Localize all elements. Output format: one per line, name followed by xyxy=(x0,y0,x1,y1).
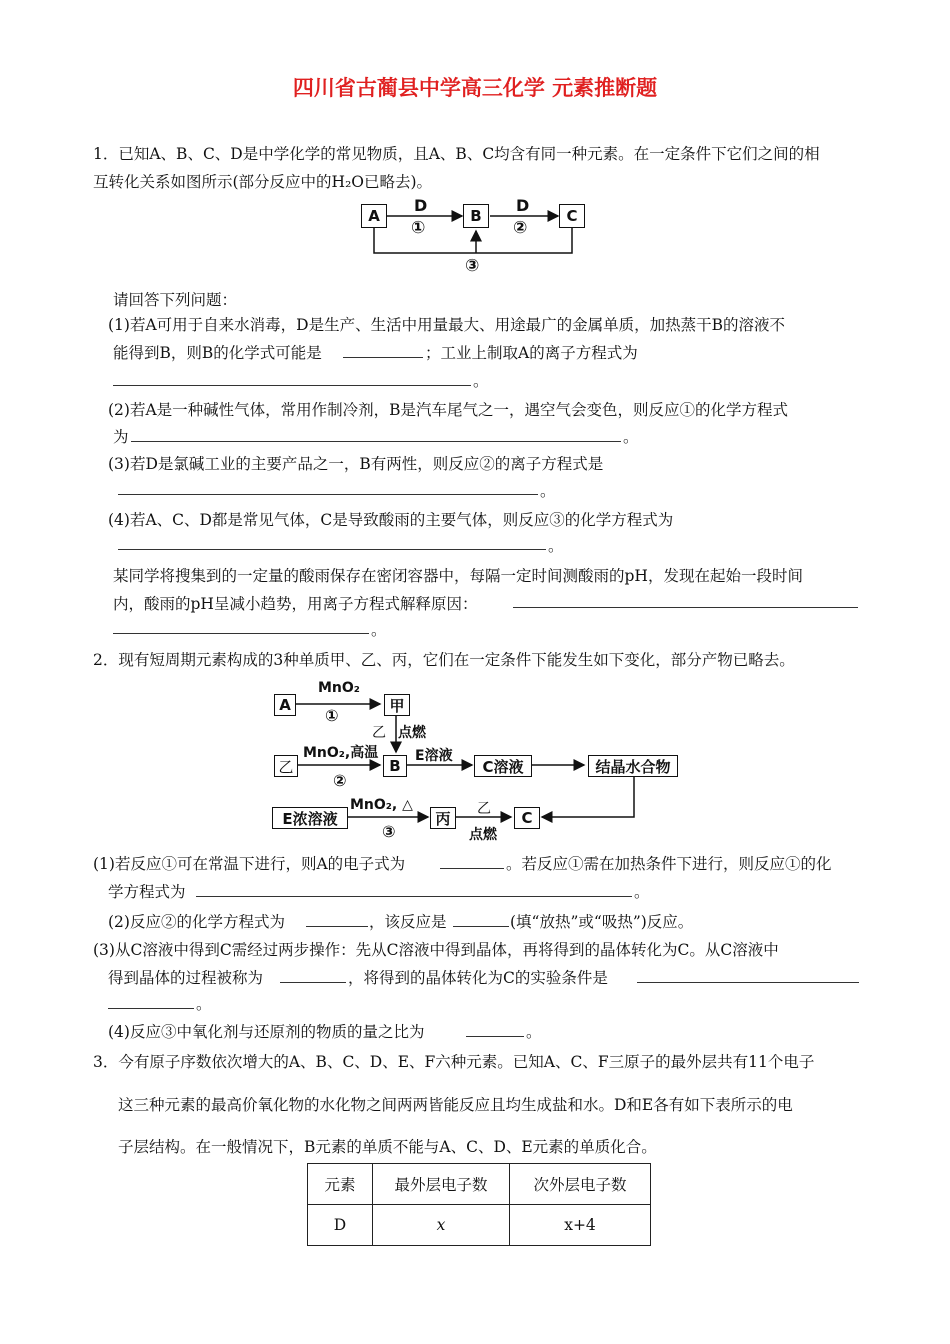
q2-label-dianran-2: 点燃 xyxy=(469,827,497,843)
q2-part3-line2b: ，将得到的晶体转化为C的实验条件是 xyxy=(348,969,608,987)
q1-answer-blank-5 xyxy=(118,549,546,550)
q2-answer-blank-4 xyxy=(453,926,509,927)
q1-part2-line2: 为 xyxy=(113,428,129,446)
q1-part1-line2a: 能得到B，则B的化学式可能是 xyxy=(113,344,322,362)
q2-label-yi-2: 乙 xyxy=(477,801,491,817)
q2-label-dianran-1: 点燃 xyxy=(398,725,426,741)
page-title: 四川省古蔺县中学高三化学 元素推断题 xyxy=(292,76,658,100)
q2-box-jia: 甲 xyxy=(384,694,410,716)
table-cell: x+4 xyxy=(510,1205,651,1246)
q2-answer-blank-2 xyxy=(196,896,632,897)
q1-answer-blank-2 xyxy=(113,385,471,386)
q1-prompt: 请回答下列问题： xyxy=(113,291,238,309)
q2-box-hydrate: 结晶水合物 xyxy=(588,755,678,777)
q2-answer-blank-1 xyxy=(440,868,504,869)
q2-answer-blank-8 xyxy=(466,1036,524,1037)
table-header-cell: 最外层电子数 xyxy=(373,1164,510,1205)
q1-part4-end: 。 xyxy=(548,537,564,555)
q1-answer-blank-4 xyxy=(118,494,538,495)
q3-line3: 子层结构。在一般情况下，B元素的单质不能与A、C、D、E元素的单质化合。 xyxy=(118,1138,657,1156)
q2-reaction-1: ① xyxy=(325,706,339,725)
q2-reaction-2: ② xyxy=(333,771,347,790)
q3-electron-table xyxy=(307,1163,651,1246)
q2-box-c: C xyxy=(514,807,540,829)
q1-part1-end: 。 xyxy=(473,372,489,390)
q2-part4-end: 。 xyxy=(526,1023,542,1041)
q1-label-d1: D xyxy=(414,196,428,215)
q2-label-e-solution: E溶液 xyxy=(415,748,453,764)
q2-box-c-solution: C溶液 xyxy=(474,755,532,777)
q2-box-yi: 乙 xyxy=(274,755,298,777)
q3-line1: 3．今有原子序数依次增大的A、B、C、D、E、F六种元素。已知A、C、F三原子的最外层共有11个电子 xyxy=(93,1053,815,1071)
table-row xyxy=(308,1205,651,1246)
q2-answer-blank-3 xyxy=(306,926,368,927)
q2-answer-blank-6 xyxy=(637,982,859,983)
q1-part5-line1: 某同学将搜集到的一定量的酸雨保存在密闭容器中，每隔一定时间测酸雨的pH，发现在起始一段时间 xyxy=(113,567,803,585)
q2-part1-end: 。 xyxy=(634,883,650,901)
q2-part3-line1: (3)从C溶液中得到C需经过两步操作：先从C溶液中得到晶体，再将得到的晶体转化为C。从C溶液中 xyxy=(93,941,779,959)
q1-box-c: C xyxy=(559,204,585,228)
q2-label-mno2-1: MnO₂ xyxy=(318,680,360,696)
q1-stem-line2: 互转化关系如图所示(部分反应中的H₂O已略去)。 xyxy=(93,173,433,191)
q2-part2-b: ，该反应是 xyxy=(369,913,447,931)
q1-reaction-2: ② xyxy=(513,218,528,238)
q2-answer-blank-7 xyxy=(108,1008,194,1009)
q1-answer-blank-6 xyxy=(513,607,858,608)
q1-reaction-3: ③ xyxy=(465,256,480,276)
q2-part2-c: (填“放热”或“吸热”)反应。 xyxy=(510,913,694,931)
q1-part3-end: 。 xyxy=(540,482,556,500)
q2-part1-line2: 学方程式为 xyxy=(108,883,186,901)
q2-reaction-3: ③ xyxy=(382,822,396,841)
q1-part1-line2b: ；工业上制取A的离子方程式为 xyxy=(425,344,638,362)
q1-stem-line1: 1．已知A、B、C、D是中学化学的常见物质，且A、B、C均含有同一种元素。在一定条件下它们之间的相 xyxy=(93,145,820,163)
q2-stem: 2．现有短周期元素构成的3种单质甲、乙、丙，它们在一定条件下能发生如下变化，部分产物已略去。 xyxy=(93,651,795,669)
q1-part5-line2: 内，酸雨的pH呈减小趋势，用离子方程式解释原因： xyxy=(113,595,478,613)
q2-label-mno2-heat: MnO₂, △ xyxy=(350,797,413,813)
q1-part2-end: 。 xyxy=(623,428,639,446)
q1-part1-line1: (1)若A可用于自来水消毒，D是生产、生活中用量最大、用途最广的金属单质，加热蒸干B的溶液不 xyxy=(108,316,785,334)
q2-part3-end: 。 xyxy=(196,995,212,1013)
q2-label-yi-side: 乙 xyxy=(372,725,386,741)
q1-answer-blank-3 xyxy=(131,441,621,442)
q2-part4-a: (4)反应③中氧化剂与还原剂的物质的量之比为 xyxy=(108,1023,425,1041)
q2-label-mno2-gaowen: MnO₂,高温 xyxy=(303,745,379,761)
q1-label-d2: D xyxy=(516,196,530,215)
q3-line2: 这三种元素的最高价氧化物的水化物之间两两皆能反应且均生成盐和水。D和E各有如下表所示的电 xyxy=(118,1096,793,1114)
table-cell: x xyxy=(373,1205,510,1246)
table-header-row xyxy=(308,1164,651,1205)
q1-part3-line1: (3)若D是氯碱工业的主要产品之一，B有两性，则反应②的离子方程式是 xyxy=(108,455,604,473)
q2-part1-line1a: (1)若反应①可在常温下进行，则A的电子式为 xyxy=(93,855,406,873)
q2-box-a: A xyxy=(274,694,296,716)
q1-part5-end: 。 xyxy=(371,621,387,639)
q1-part4-line1: (4)若A、C、D都是常见气体，C是导致酸雨的主要气体，则反应③的化学方程式为 xyxy=(108,511,674,529)
q1-answer-blank-7 xyxy=(113,633,369,634)
q2-part3-line2a: 得到晶体的过程被称为 xyxy=(108,969,264,987)
q2-answer-blank-5 xyxy=(280,982,346,983)
q2-part2-a: (2)反应②的化学方程式为 xyxy=(108,913,285,931)
q2-box-b: B xyxy=(383,755,407,777)
q2-box-bing: 丙 xyxy=(430,807,456,829)
table-header-cell: 元素 xyxy=(308,1164,373,1205)
q2-box-e-conc: E浓溶液 xyxy=(272,807,348,829)
q1-answer-blank-1 xyxy=(343,357,423,358)
q1-reaction-1: ① xyxy=(411,218,426,238)
q1-box-a: A xyxy=(361,204,387,228)
q1-box-b: B xyxy=(463,204,489,228)
q2-part1-line1b: 。若反应①需在加热条件下进行，则反应①的化 xyxy=(506,855,832,873)
table-cell: D xyxy=(308,1205,373,1246)
table-header-cell: 次外层电子数 xyxy=(510,1164,651,1205)
q1-part2-line1: (2)若A是一种碱性气体，常用作制冷剂，B是汽车尾气之一，遇空气会变色，则反应①的化学方程式 xyxy=(108,401,789,419)
